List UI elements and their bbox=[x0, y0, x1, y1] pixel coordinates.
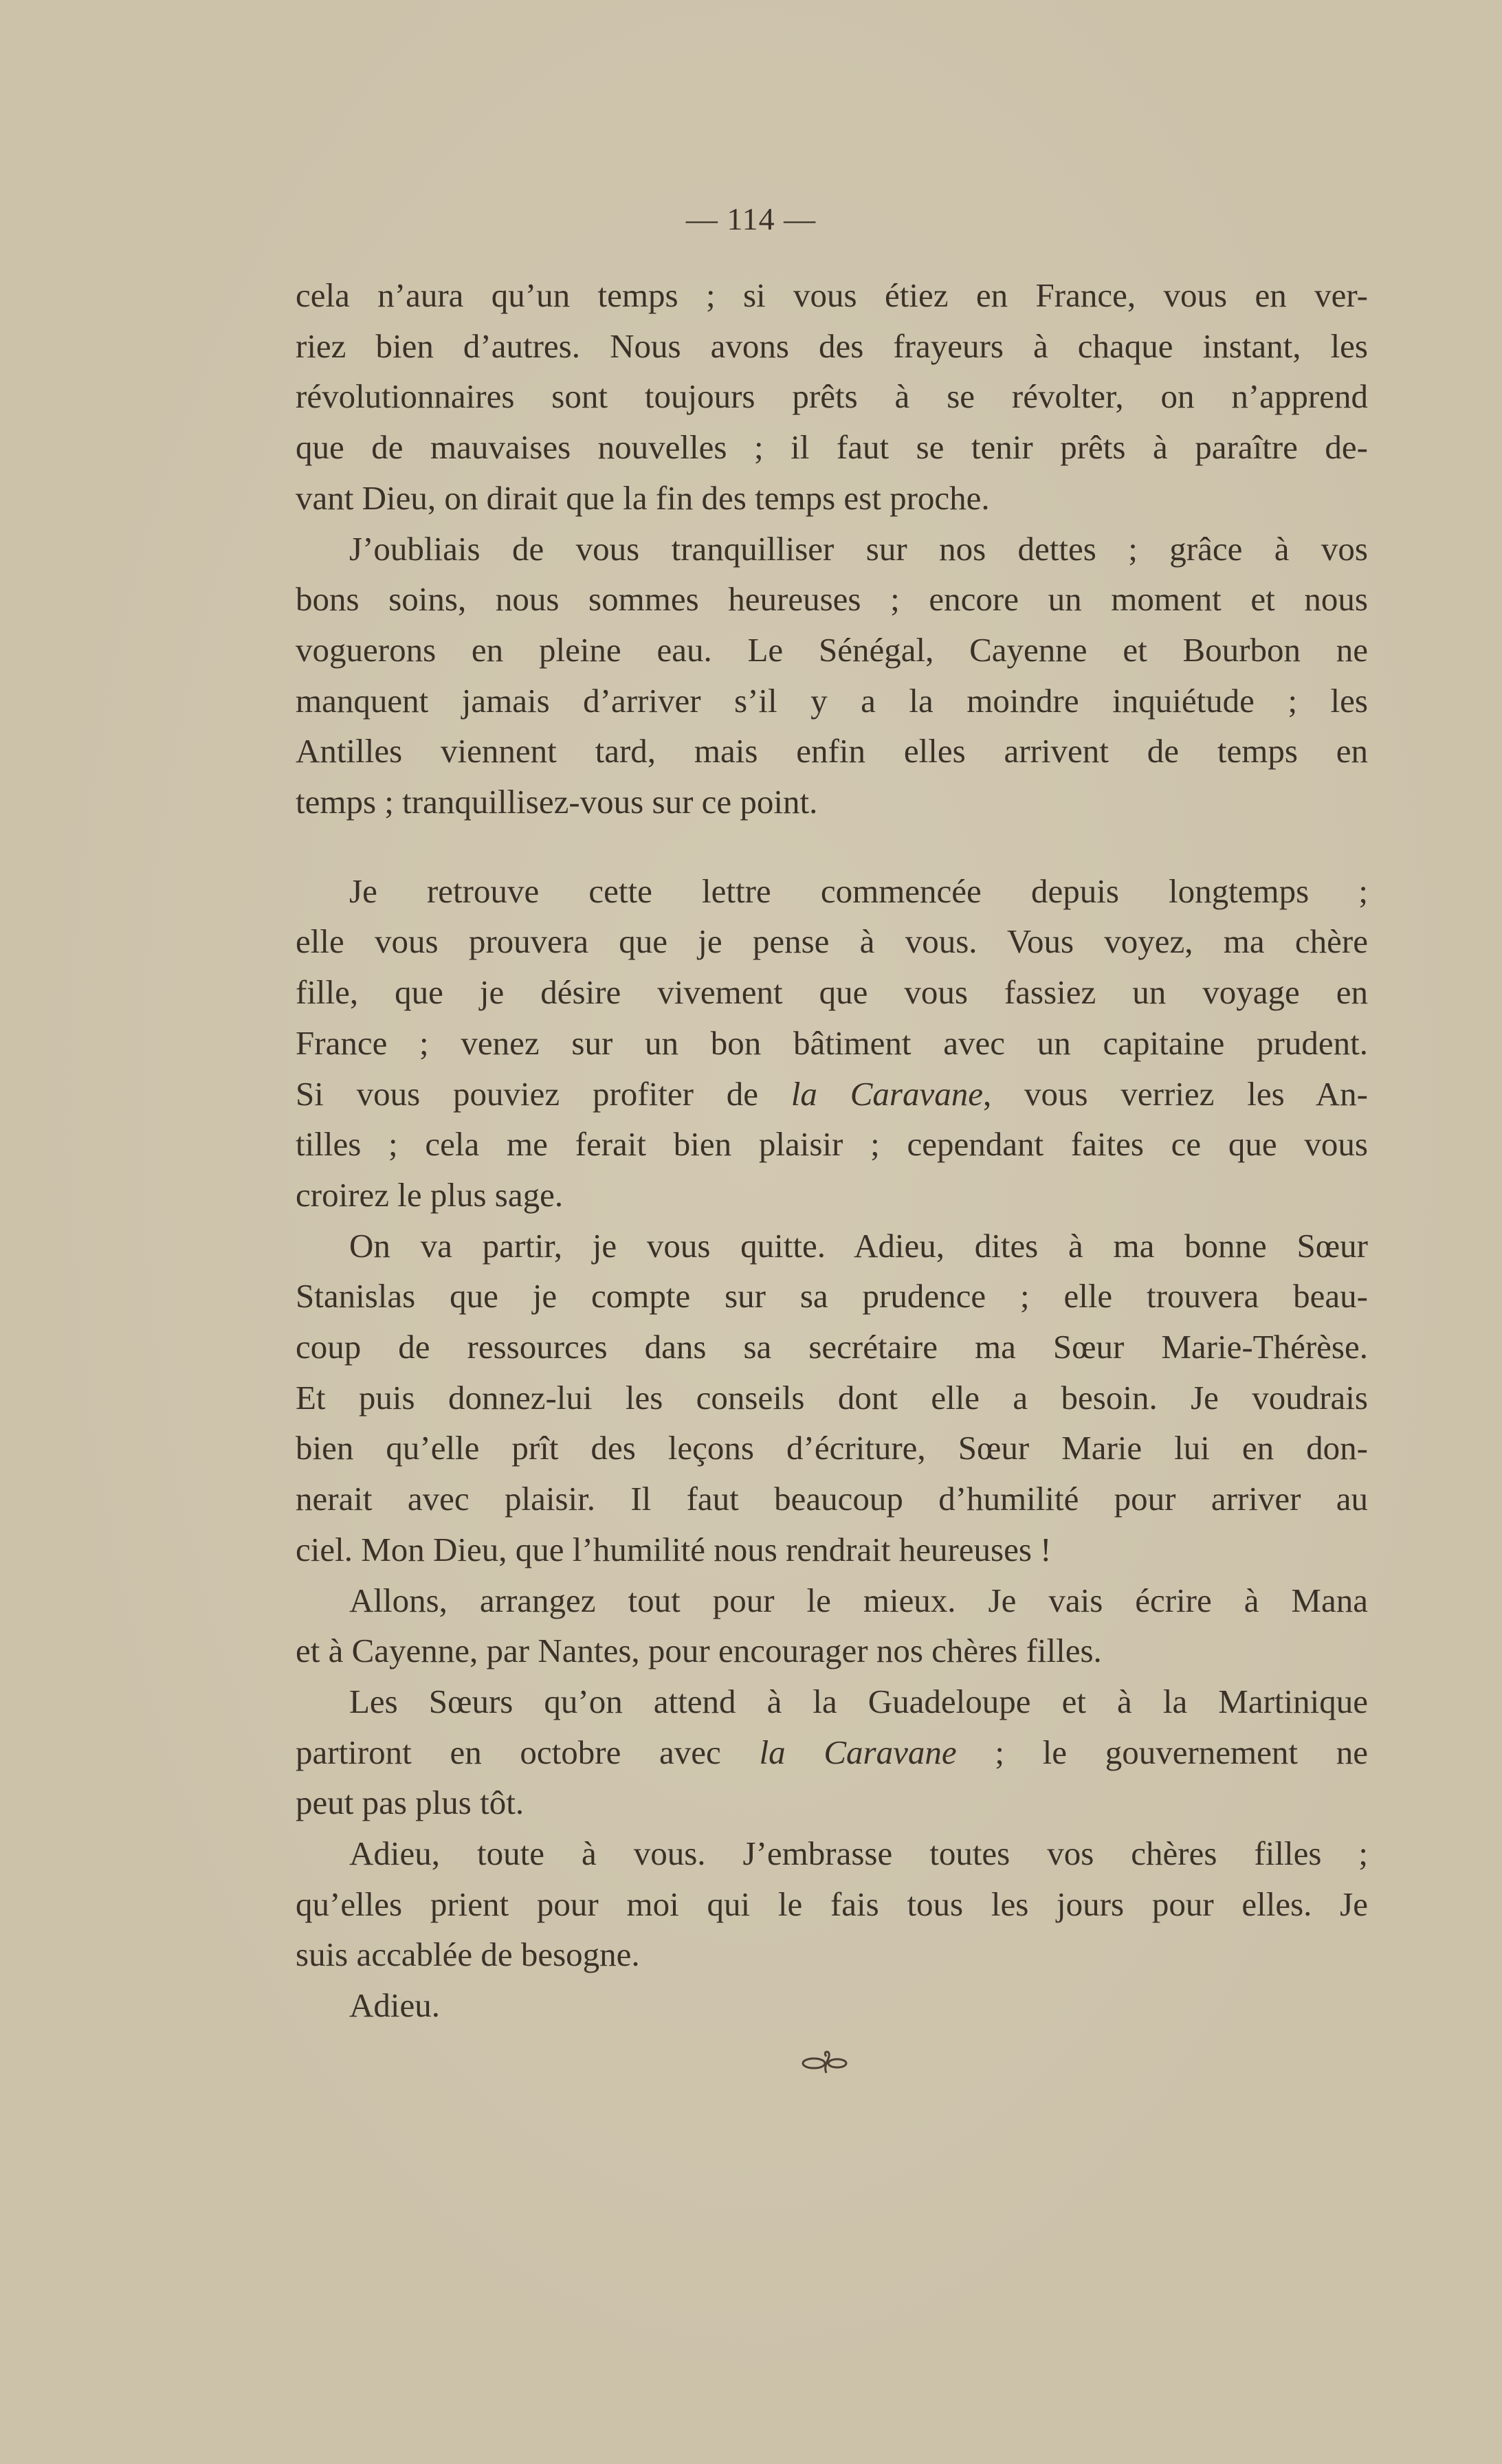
text-line: bien qu’elle prît des leçons d’écriture, Sœur Marie lui en don- bbox=[296, 1429, 1368, 1467]
text-line: coup de ressources dans sa secrétaire ma Sœur Marie-Thérèse. bbox=[296, 1328, 1368, 1366]
text-line: qu’elles prient pour moi qui le fais tous les jours pour elles. Je bbox=[296, 1885, 1368, 1923]
text-line: Antilles viennent tard, mais enfin elles arrivent de temps en bbox=[296, 732, 1368, 770]
text-line: riez bien d’autres. Nous avons des frayeurs à chaque instant, les bbox=[296, 326, 1368, 365]
text-line bbox=[296, 1732, 1368, 1773]
text-line: Adieu, toute à vous. J’embrasse toutes vos chères filles ; bbox=[349, 1834, 1368, 1872]
text-line bbox=[296, 1074, 1368, 1115]
text-line: manquent jamais d’arriver s’il y a la moindre inquiétude ; les bbox=[296, 681, 1368, 720]
text-line: suis accablée de besogne. bbox=[296, 1935, 640, 1974]
text-line: France ; venez sur un bon bâtiment avec un capitaine prudent. bbox=[296, 1023, 1368, 1062]
text-line: On va partir, je vous quitte. Adieu, dites à ma bonne Sœur bbox=[349, 1226, 1368, 1265]
text-line: J’oubliais de vous tranquilliser sur nos dettes ; grâce à vos bbox=[349, 529, 1368, 568]
text-line: cela n’aura qu’un temps ; si vous étiez en France, vous en ver- bbox=[296, 276, 1368, 314]
text-line: tilles ; cela me ferait bien plaisir ; cependant faites ce que vous bbox=[296, 1125, 1368, 1164]
text-line: croirez le plus sage. bbox=[296, 1175, 564, 1214]
text-line: vant Dieu, on dirait que la fin des temps est proche. bbox=[296, 478, 990, 517]
page-number: — 114 — bbox=[685, 201, 817, 236]
text-segment: ; le gouvernement ne bbox=[956, 1733, 1368, 1771]
ship-name-italic: la Caravane bbox=[791, 1074, 983, 1113]
text-segment: partiront en octobre avec bbox=[296, 1733, 760, 1771]
text-line: peut pas plus tôt. bbox=[296, 1784, 524, 1822]
text-line: elle vous prouvera que je pense à vous. Vous voyez, ma chère bbox=[296, 922, 1368, 961]
text-segment: Si vous pouviez profiter de bbox=[296, 1074, 791, 1113]
text-line: Adieu. bbox=[349, 1986, 440, 2025]
text-line: temps ; tranquillisez-vous sur ce point. bbox=[296, 783, 818, 821]
ship-name-italic: la Caravane bbox=[759, 1733, 957, 1771]
text-line: révolutionnaires sont toujours prêts à se révolter, on n’apprend bbox=[296, 377, 1368, 416]
text-line: et à Cayenne, par Nantes, pour encourager nos chères filles. bbox=[296, 1632, 1102, 1670]
text-line: Les Sœurs qu’on attend à la Guadeloupe et à la Martinique bbox=[349, 1682, 1368, 1720]
fleuron-icon bbox=[799, 2048, 854, 2076]
text-line: Et puis donnez-lui les conseils dont elle a besoin. Je voudrais bbox=[296, 1378, 1368, 1417]
text-line: voguerons en pleine eau. Le Sénégal, Cayenne et Bourbon ne bbox=[296, 630, 1368, 669]
text-segment: , vous verriez les An- bbox=[982, 1074, 1368, 1113]
text-line: Stanislas que je compte sur sa prudence ; elle trouvera beau- bbox=[296, 1277, 1368, 1316]
text-line: que de mauvaises nouvelles ; il faut se tenir prêts à paraître de- bbox=[296, 428, 1368, 467]
text-line: nerait avec plaisir. Il faut beaucoup d’humilité pour arriver au bbox=[296, 1480, 1368, 1518]
text-line: bons soins, nous sommes heureuses ; encore un moment et nous bbox=[296, 580, 1368, 619]
text-line: Allons, arrangez tout pour le mieux. Je vais écrire à Mana bbox=[349, 1581, 1368, 1619]
text-line: Je retrouve cette lettre commencée depuis longtemps ; bbox=[349, 872, 1368, 910]
text-line: fille, que je désire vivement que vous fassiez un voyage en bbox=[296, 973, 1368, 1012]
text-line: ciel. Mon Dieu, que l’humilité nous rendrait heureuses ! bbox=[296, 1530, 1052, 1568]
